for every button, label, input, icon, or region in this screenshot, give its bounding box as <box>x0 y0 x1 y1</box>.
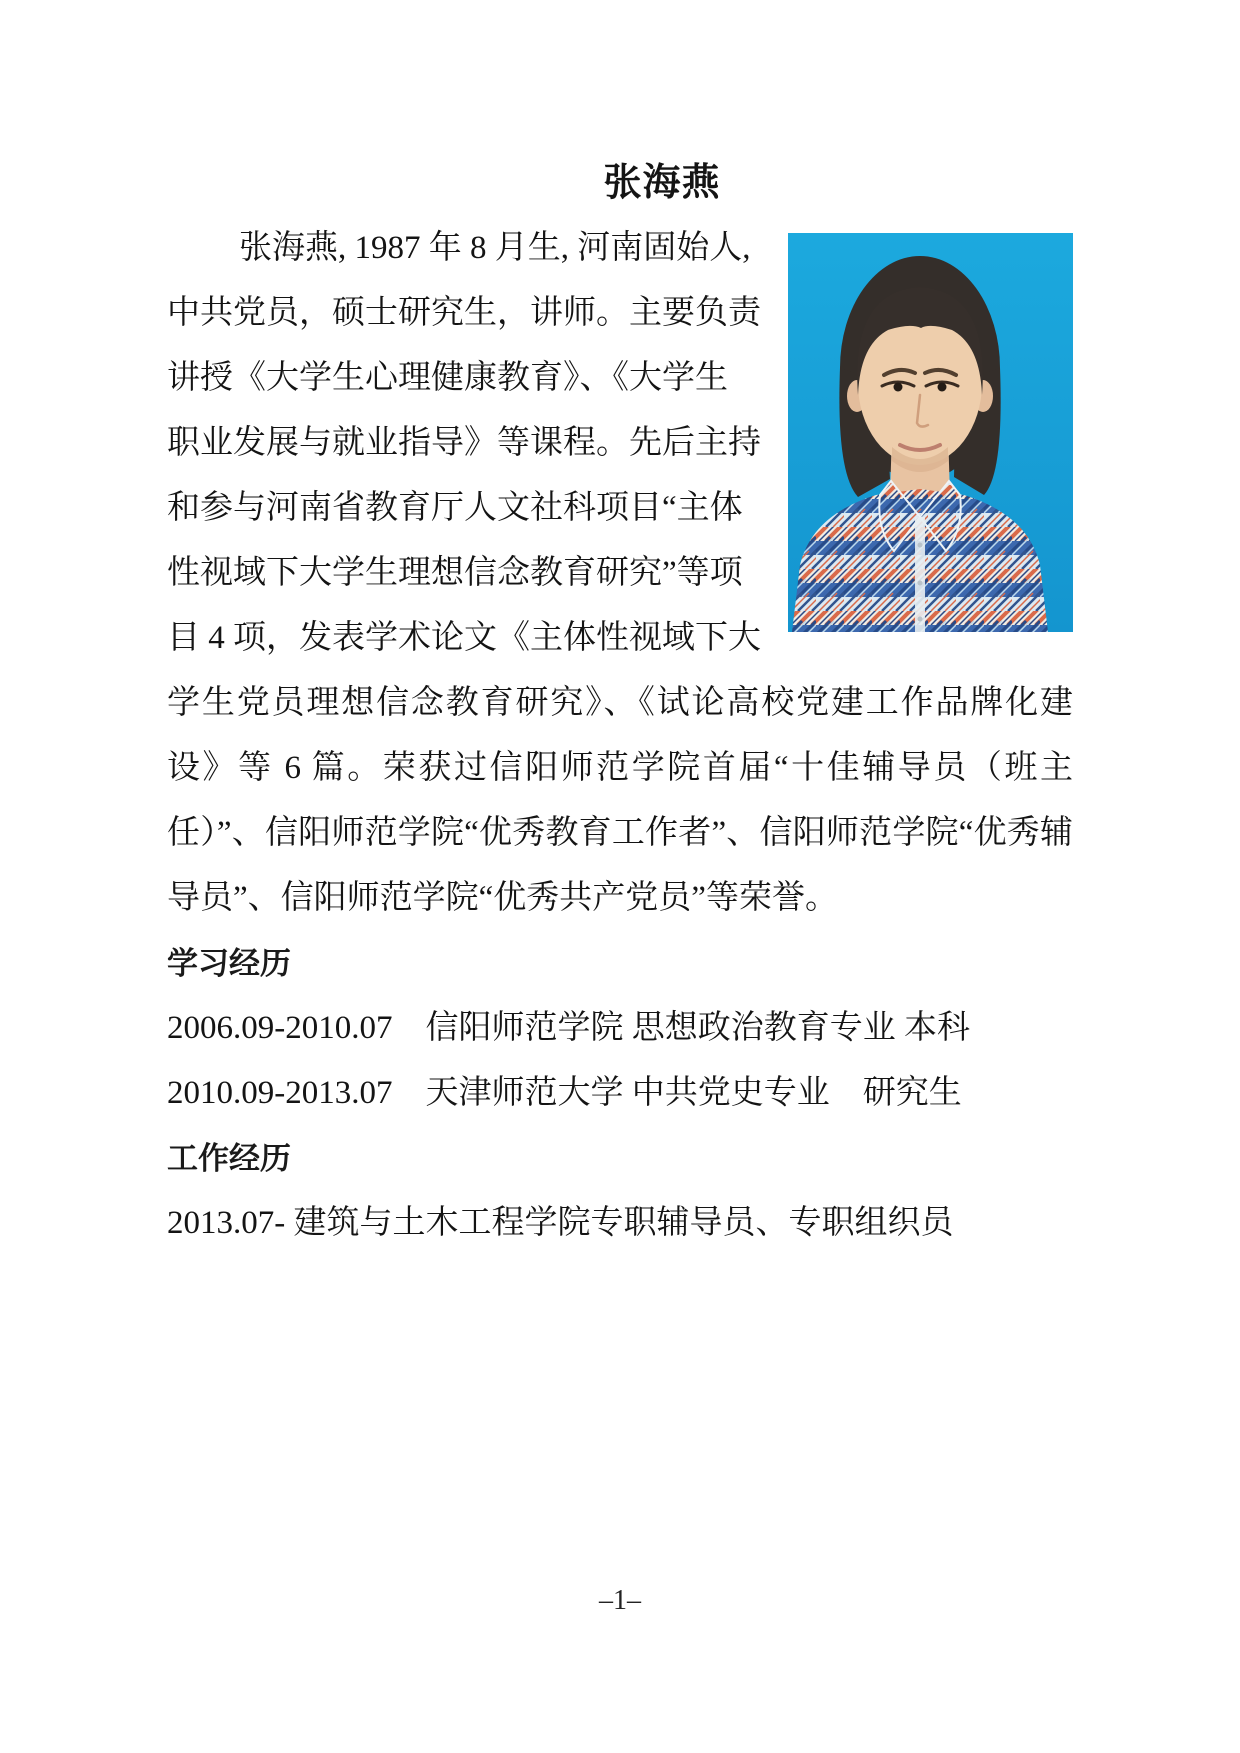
bio-rest: 学生党员理想信念教育研究》、《试论高校党建工作品牌化建设》等 6 篇。荣获过信阳师范学院首届“十佳辅导员（班主任）”、信阳师范学院“优秀教育工作者”、信阳师范学院“优秀辅导员”、信阳师范学院“优秀共产党员”等荣誉。 <box>167 685 1073 916</box>
portrait-photo-graphic <box>788 233 1073 632</box>
bio-paragraph <box>167 216 1073 931</box>
portrait-photo <box>788 233 1073 632</box>
section-heading-work: 工作经历 <box>167 1141 291 1176</box>
page-number: –1– <box>599 1585 641 1616</box>
education-entry-1: 2006.09-2010.07 信阳师范学院 思想政治教育专业 本科 <box>167 1010 970 1046</box>
bio-wrapped-lines: 张海燕, 1987 年 8 月生, 河南固始人, 中共党员，硕士研究生，讲师。主要负责 讲授《大学生心理健康教育》、《大学生 职业发展与就业指导》等课程。先后主持 和参与河南省教育厅人文社科项目“主体 性视域下大学生理想信念教育研究”等项 目 4 项，发表学术论文《主体性视域下大 <box>167 230 761 656</box>
education-entry-2: 2010.09-2013.07 天津师范大学 中共党史专业 研究生 <box>167 1075 962 1111</box>
section-heading-education: 学习经历 <box>167 946 291 981</box>
page-title: 张海燕 <box>603 162 721 204</box>
work-entry-1: 2013.07- 建筑与土木工程学院专职辅导员、专职组织员 <box>167 1205 954 1241</box>
document-content <box>167 151 1073 1256</box>
